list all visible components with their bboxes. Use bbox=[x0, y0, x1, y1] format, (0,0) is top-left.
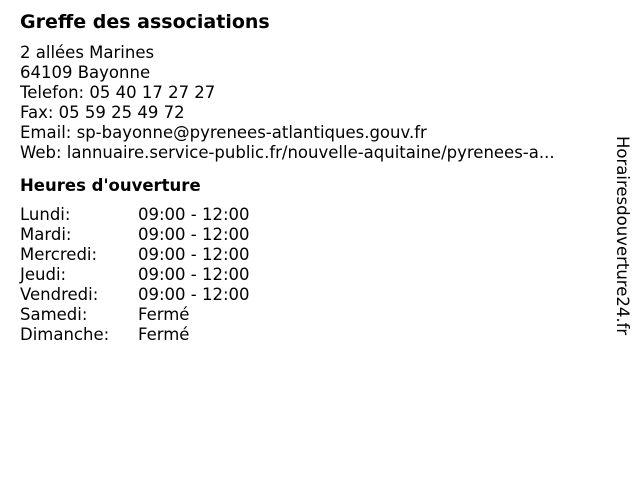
brand-watermark: Horairesdouverture24.fr bbox=[613, 136, 632, 336]
address-street: 2 allées Marines bbox=[20, 43, 155, 62]
hours-time: Fermé bbox=[138, 325, 190, 344]
hours-time: 09:00 - 12:00 bbox=[138, 205, 250, 224]
fax-line bbox=[20, 103, 610, 123]
hours-row-mercredi bbox=[20, 245, 610, 265]
hours-time: Fermé bbox=[138, 305, 190, 324]
email-link[interactable]: sp-bayonne@pyrenees-atlantiques.gouv.fr bbox=[76, 123, 427, 142]
hours-row-lundi bbox=[20, 205, 610, 225]
hours-day: Dimanche: bbox=[20, 325, 110, 344]
hours-row-dimanche bbox=[20, 325, 610, 345]
hours-day: Lundi: bbox=[20, 205, 71, 224]
phone-label: Telefon: bbox=[20, 83, 85, 102]
web-link[interactable]: lannuaire.service-public.fr/nouvelle-aquitaine/pyrenees-a... bbox=[66, 143, 555, 162]
hours-table bbox=[20, 205, 610, 345]
phone-line bbox=[20, 83, 610, 103]
hours-day: Jeudi: bbox=[20, 265, 67, 284]
hours-day: Mercredi: bbox=[20, 245, 98, 264]
hours-time: 09:00 - 12:00 bbox=[138, 265, 250, 284]
hours-row-mardi bbox=[20, 225, 610, 245]
web-label: Web: bbox=[20, 143, 62, 162]
hours-time: 09:00 - 12:00 bbox=[138, 245, 250, 264]
hours-heading: Heures d'ouverture bbox=[20, 176, 201, 195]
hours-row-vendredi bbox=[20, 285, 610, 305]
hours-time: 09:00 - 12:00 bbox=[138, 285, 250, 304]
place-card bbox=[20, 10, 610, 345]
place-title: Greffe des associations bbox=[20, 11, 270, 33]
phone-value[interactable]: 05 40 17 27 27 bbox=[89, 83, 216, 102]
hours-row-jeudi bbox=[20, 265, 610, 285]
hours-time: 09:00 - 12:00 bbox=[138, 225, 250, 244]
email-label: Email: bbox=[20, 123, 72, 142]
hours-row-samedi bbox=[20, 305, 610, 325]
hours-day: Vendredi: bbox=[20, 285, 99, 304]
hours-day: Mardi: bbox=[20, 225, 72, 244]
web-line bbox=[20, 143, 610, 163]
email-line bbox=[20, 123, 610, 143]
address-city: 64109 Bayonne bbox=[20, 63, 151, 82]
hours-day: Samedi: bbox=[20, 305, 88, 324]
fax-label: Fax: bbox=[20, 103, 54, 122]
fax-value: 05 59 25 49 72 bbox=[58, 103, 185, 122]
